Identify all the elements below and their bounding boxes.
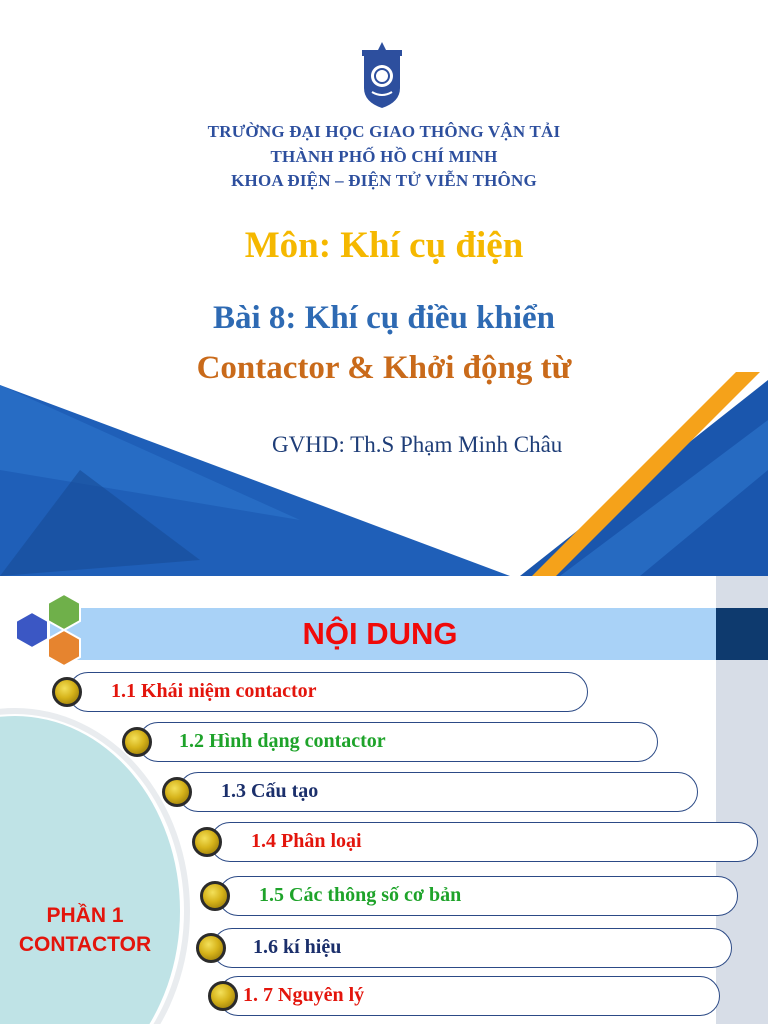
toc-item-4[interactable] xyxy=(210,822,758,862)
university-name-line2: THÀNH PHỐ HỒ CHÍ MINH xyxy=(270,147,498,166)
toc-item-2[interactable] xyxy=(138,722,658,762)
hexagon-cluster-icon xyxy=(8,592,88,668)
teacher-name: GVHD: Th.S Phạm Minh Châu xyxy=(272,432,563,457)
toc-item-label: 1.4 Phân loại xyxy=(251,830,362,852)
gold-bullet-icon xyxy=(200,881,230,911)
decorative-circle xyxy=(0,716,180,1024)
gold-bullet-icon xyxy=(192,827,222,857)
toc-item-label: 1. 7 Nguyên lý xyxy=(243,984,365,1006)
toc-item-label: 1.3 Cấu tạo xyxy=(221,780,319,802)
toc-item-6[interactable] xyxy=(212,928,732,968)
toc-item-1[interactable] xyxy=(68,672,588,712)
contents-slide xyxy=(0,576,768,1024)
toc-item-label: 1.5 Các thông số cơ bản xyxy=(259,884,462,906)
university-name-line1: TRƯỜNG ĐẠI HỌC GIAO THÔNG VẬN TẢI xyxy=(207,122,561,141)
toc-item-label: 1.1 Khái niệm contactor xyxy=(111,680,317,702)
right-accent-square xyxy=(716,608,768,660)
toc-item-5[interactable] xyxy=(218,876,738,916)
toc-item-3[interactable] xyxy=(178,772,698,812)
part-label-line2: CONTACTOR xyxy=(18,933,152,956)
gold-bullet-icon xyxy=(162,777,192,807)
university-logo-icon xyxy=(358,40,406,110)
gold-bullet-icon xyxy=(52,677,82,707)
gold-bullet-icon xyxy=(196,933,226,963)
subject-title: Môn: Khí cụ điện xyxy=(244,225,524,266)
faculty-name: KHOA ĐIỆN – ĐIỆN TỬ VIỄN THÔNG xyxy=(231,171,537,190)
toc-item-7[interactable] xyxy=(218,976,720,1016)
toc-item-label: 1.6 kí hiệu xyxy=(253,936,342,958)
lesson-title: Bài 8: Khí cụ điều khiển xyxy=(212,300,555,336)
contents-title: NỘI DUNG xyxy=(302,616,458,651)
toc-item-label: 1.2 Hình dạng contactor xyxy=(179,730,386,752)
topic-title: Contactor & Khởi động từ xyxy=(196,350,572,386)
gold-bullet-icon xyxy=(122,727,152,757)
part-label-line1: PHẦN 1 xyxy=(46,904,124,927)
gold-bullet-icon xyxy=(208,981,238,1011)
